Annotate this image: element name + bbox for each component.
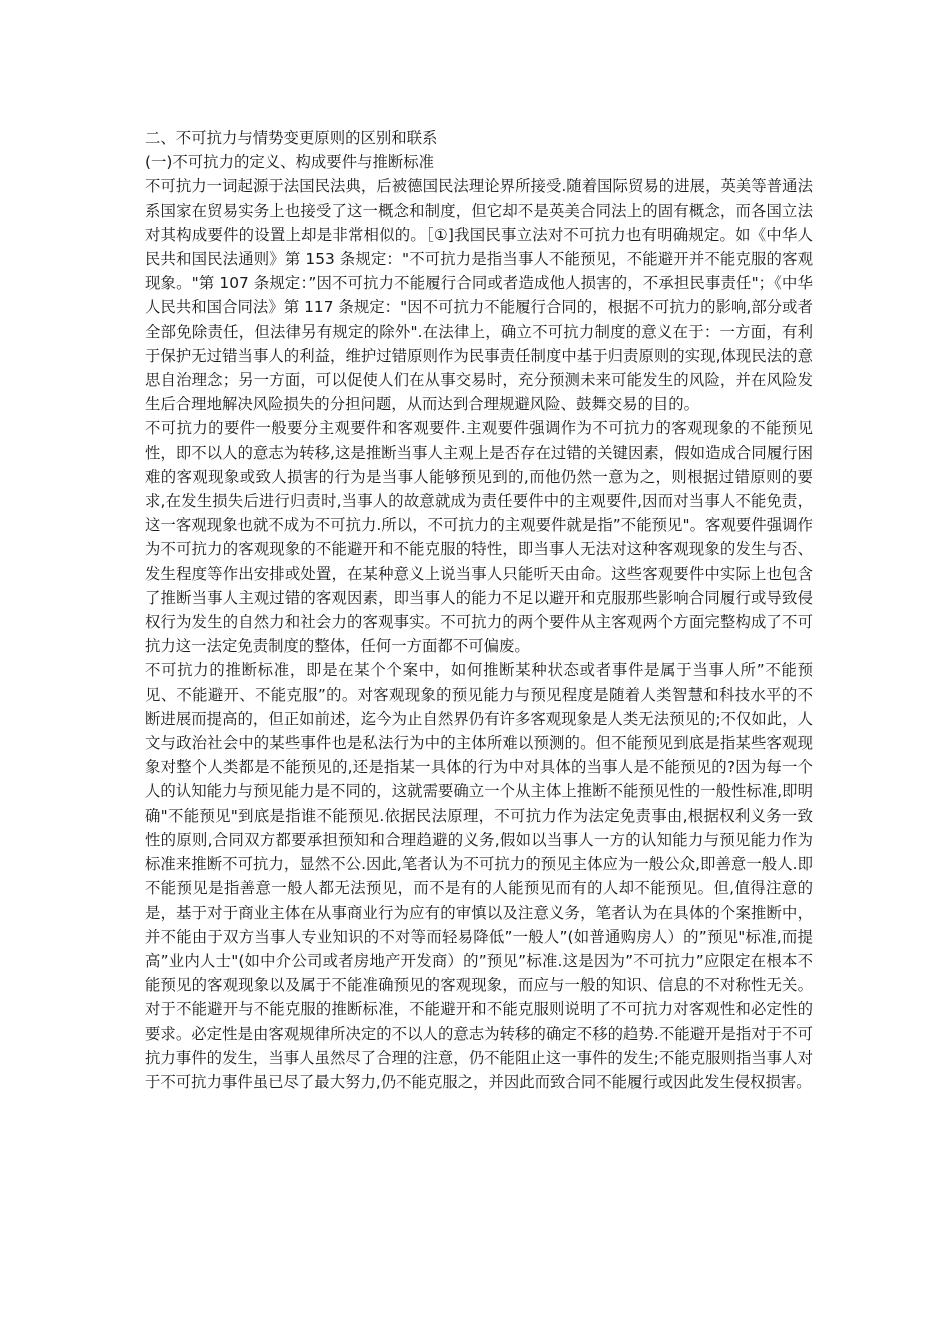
subsection-heading: (一)不可抗力的定义、构成要件与推断标准 [145,153,435,172]
section-heading: 二、不可抗力与情势变更原则的区别和联系 [145,129,438,147]
document-body [145,126,813,1094]
body-paragraph-2: 不可抗力的要件一般要分主观要件和客观要件.主观要件强调作为不可抗力的客观现象的不能预见性，即不以人的意志为转移,这是推断当事人主观上是否存在过错的关键因素，假如造成合同履行困难的客观现象或致人损害的行为是当事人能够预见到的,而他仍然一意为之，则根据过错原则的要求,在发生损失后进行归责时,当事人的故意就成为责任要件中的主观要件,因而对当事人不能免责，这一客观现象也就不成为不可抗力.所以，不可抗力的主观要件就是指”不能预见"。客观要件强调作为不可抗力的客观现象的不能避开和不能克服的特性，即当事人无法对这种客观现象的发生与否、发生程度等作出安排或处置，在某种意义上说当事人只能听天由命。这些客观要件中实际上也包含了推断当事人主观过错的客观因素，即当事人的能力不足以避开和克服那些影响合同履行或导致侵权行为发生的自然力和社会力的客观事实。不可抗力的两个要件从主客观两个方面完整构成了不可抗力这一法定免责制度的整体，任何一方面都不可偏废。 [145,419,813,656]
body-paragraph-3: 不可抗力的推断标准，即是在某个个案中，如何推断某种状态或者事件是属于当事人所”不能预见、不能避开、不能克服”的。对客观现象的预见能力与预见程度是随着人类智慧和科技水平的不断进展而提高的，但正如前述，迄今为止自然界仍有许多客观现象是人类无法预见的;不仅如此，人文与政治社会中的某些事件也是私法行为中的主体所难以预测的。但不能预见到底是指某些客观现象对整个人类都是不能预见的,还是指某一具体的行为中对具体的当事人是不能预见的?因为每一个人的认知能力与预见能力是不同的，这就需要确立一个从主体上推断不能预见性的一般性标准,即明确"不能预见"到底是指谁不能预见.依据民法原理，不可抗力作为法定免责事由,根据权利义务一致性的原则,合同双方都要承担预知和合理趋避的义务,假如以当事人一方的认知能力与预见能力作为标准来推断不可抗力，显然不公.因此,笔者认为不可抗力的预见主体应为一般公众,即善意一般人.即不能预见是指善意一般人都无法预见，而不是有的人能预见而有的人却不能预见。但,值得注意的是，基于对于商业主体在从事商业行为应有的审慎以及注意义务，笔者认为在具体的个案推断中，并不能由于双方当事人专业知识的不对等而轻易降低”一般人”(如普通购房人）的”预见"标准,而提高”业内人士"(如中介公司或者房地产开发商）的”预见”标准.这是因为”不可抗力”应限定在根本不能预见的客观现象以及属于不能准确预见的客观现象，而应与一般的知识、信息的不对称性无关。对于不能避开与不能克服的推断标准，不能避开和不能克服则说明了不可抗力对客观性和必定性的要求。必定性是由客观规律所决定的不以人的意志为转移的确定不移的趋势.不能避开是指对于不可抗力事件的发生，当事人虽然尽了合理的注意，仍不能阻止这一事件的发生;不能克服则指当事人对于不可抗力事件虽已尽了最大努力,仍不能克服之，并因此而致合同不能履行或因此发生侵权损害。 [145,661,813,1091]
body-paragraph-1: 不可抗力一词起源于法国民法典，后被德国民法理论界所接受.随着国际贸易的进展，英美等普通法系国家在贸易实务上也接受了这一概念和制度，但它却不是英美合同法上的固有概念，而各国立法对其构成要件的设置上却是非常相似的。［①]我国民事立法对不可抗力也有明确规定。如《中华人民共和国民法通则》第 153 条规定："不可抗力是指当事人不能预见，不能避开并不能克服的客观现象。"第 107 条规定：”因不可抗力不能履行合同或者造成他人损害的，不承担民事责任"；《中华人民共和国合同法》第 117 条规定："因不可抗力不能履行合同的，根据不可抗力的影响,部分或者全部免除责任，但法律另有规定的除外".在法律上，确立不可抗力制度的意义在于：一方面，有利于保护无过错当事人的利益，维护过错原则作为民事责任制度中基于归责原则的实现,体现民法的意思自治理念；另一方面，可以促使人们在从事交易时，充分预测未来可能发生的风险，并在风险发生后合理地解决风险损失的分担问题，从而达到合理规避风险、鼓舞交易的目的。 [145,177,813,414]
